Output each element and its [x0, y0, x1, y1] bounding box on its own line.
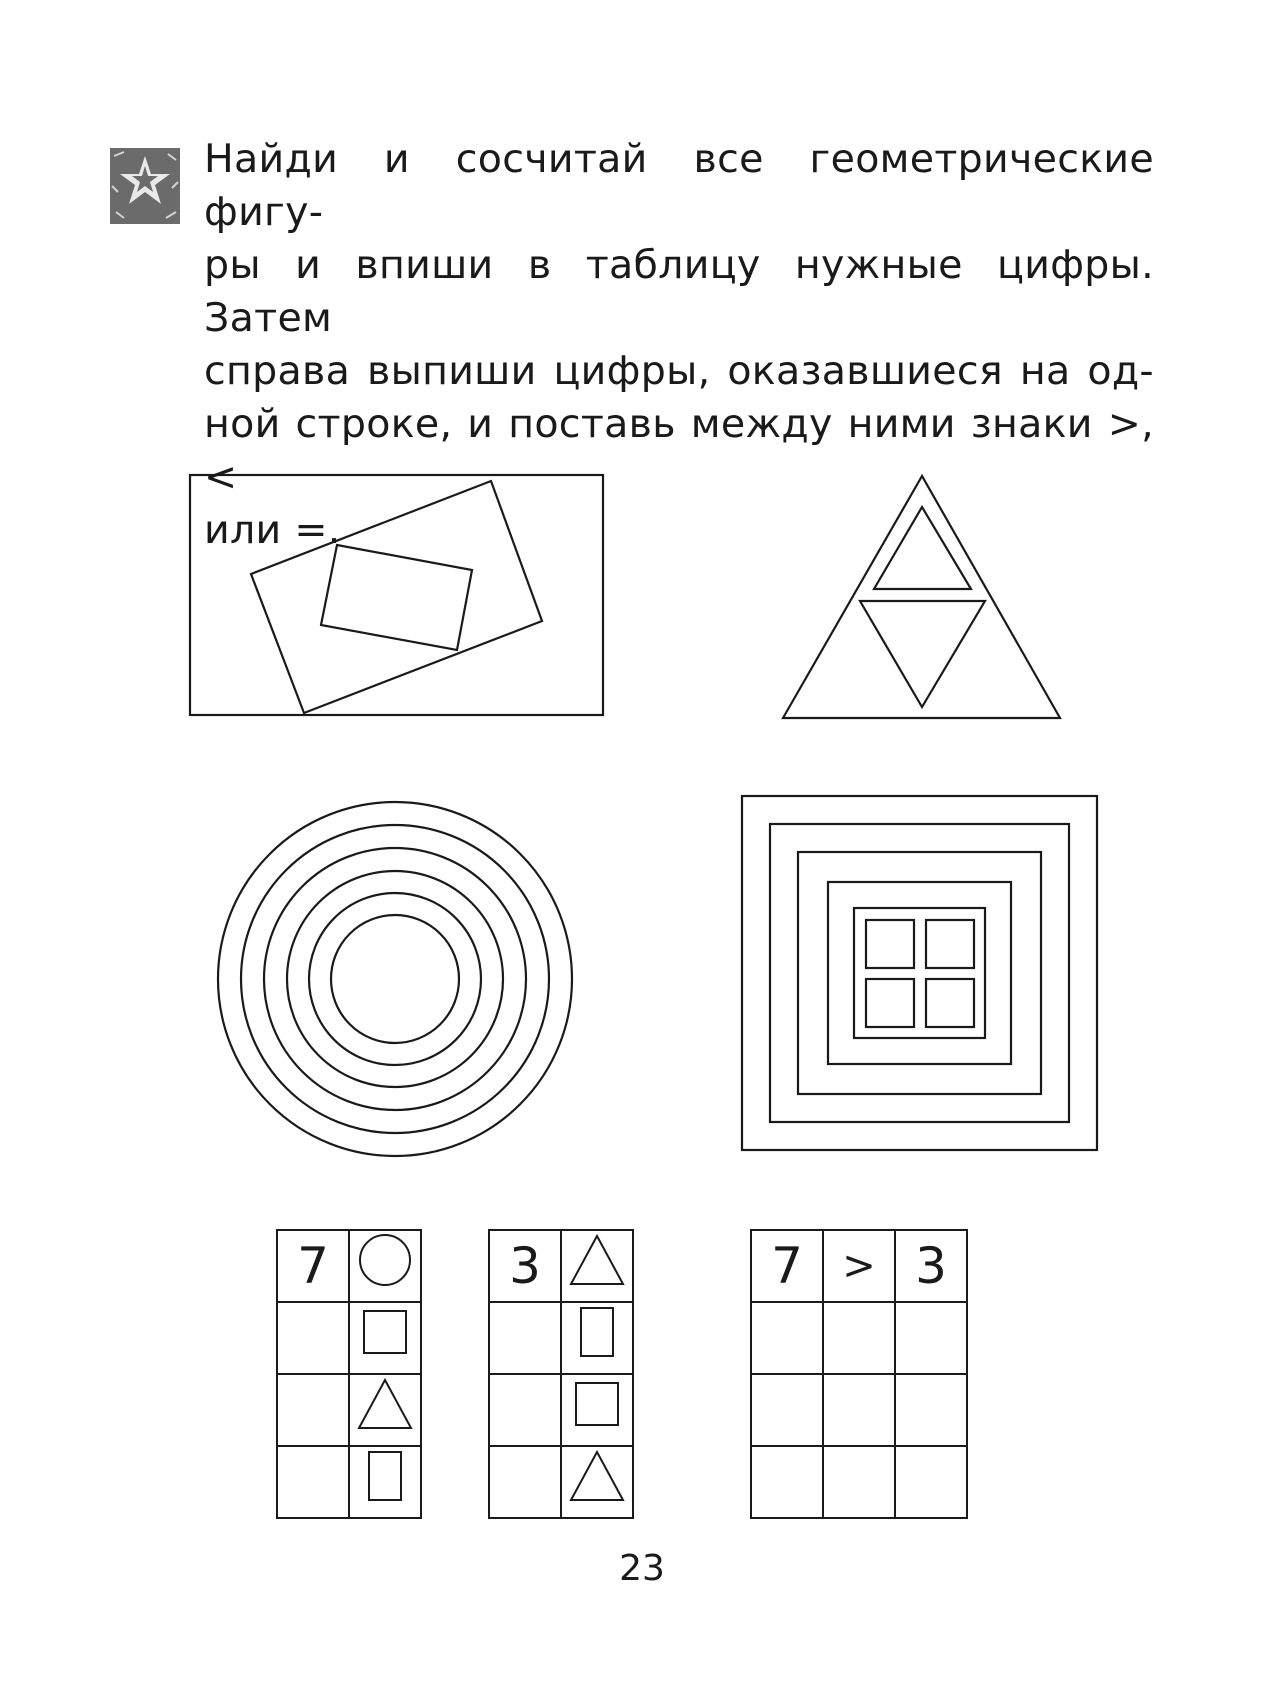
triangles-figure	[783, 476, 1060, 718]
answer-cell[interactable]	[489, 1374, 561, 1446]
rectangle-icon	[349, 1446, 421, 1518]
circle	[331, 915, 459, 1043]
answer-cell[interactable]	[895, 1374, 967, 1446]
small-square	[866, 920, 914, 968]
answer-cell[interactable]	[895, 1302, 967, 1374]
circles-figure	[218, 802, 572, 1156]
square-icon	[561, 1374, 633, 1446]
comparison-right: 3	[895, 1230, 967, 1302]
rectangle-icon	[561, 1302, 633, 1374]
task-line: ной строке, и поставь между ними знаки >, <	[204, 401, 1154, 500]
answer-cell[interactable]	[751, 1374, 823, 1446]
task-line: справа выпиши цифры, оказавшиеся на од-	[204, 348, 1154, 394]
answer-cell[interactable]	[895, 1446, 967, 1518]
count-cell: 7	[277, 1230, 349, 1302]
circle	[264, 848, 526, 1110]
task-line: или =.	[204, 507, 341, 553]
count-table-first	[276, 1229, 422, 1519]
triangle-icon	[349, 1374, 421, 1446]
task-line: Найди и сосчитай все геометрические фигу-	[204, 136, 1154, 235]
count-table-second	[488, 1229, 634, 1519]
square	[742, 796, 1097, 1150]
circle	[218, 802, 572, 1156]
answer-cell[interactable]	[489, 1446, 561, 1518]
square	[854, 908, 985, 1038]
small-square	[926, 979, 974, 1027]
square	[770, 824, 1069, 1122]
answer-cell[interactable]	[277, 1374, 349, 1446]
square	[828, 882, 1011, 1064]
squares-figure	[742, 796, 1097, 1150]
upper-triangle	[874, 507, 971, 589]
answer-cell[interactable]	[277, 1302, 349, 1374]
lower-inverted-triangle	[860, 601, 985, 707]
answer-cell[interactable]	[823, 1446, 895, 1518]
page-number: 23	[619, 1548, 665, 1589]
answer-cell[interactable]	[751, 1446, 823, 1518]
answer-cell[interactable]	[823, 1374, 895, 1446]
triangle-icon	[561, 1446, 633, 1518]
small-square	[866, 979, 914, 1027]
tilted-rectangle	[251, 481, 542, 713]
triangle-icon	[561, 1230, 633, 1302]
small-square	[926, 920, 974, 968]
comparison-table	[750, 1229, 968, 1519]
square	[798, 852, 1041, 1094]
rectangles-figure	[190, 475, 603, 715]
comparison-left: 7	[751, 1230, 823, 1302]
answer-cell[interactable]	[751, 1302, 823, 1374]
comparison-sign: >	[823, 1230, 895, 1302]
task-line: ры и впиши в таблицу нужные цифры. Затем	[204, 242, 1154, 341]
square-icon	[349, 1302, 421, 1374]
count-cell: 3	[489, 1230, 561, 1302]
answer-cell[interactable]	[823, 1302, 895, 1374]
outer-triangle	[783, 476, 1060, 718]
circle-icon	[349, 1230, 421, 1302]
circle	[287, 871, 503, 1087]
outer-rectangle	[190, 475, 603, 715]
answer-cell[interactable]	[277, 1446, 349, 1518]
answer-cell[interactable]	[489, 1302, 561, 1374]
circle	[309, 893, 481, 1065]
inner-tilted-rectangle	[321, 545, 472, 650]
